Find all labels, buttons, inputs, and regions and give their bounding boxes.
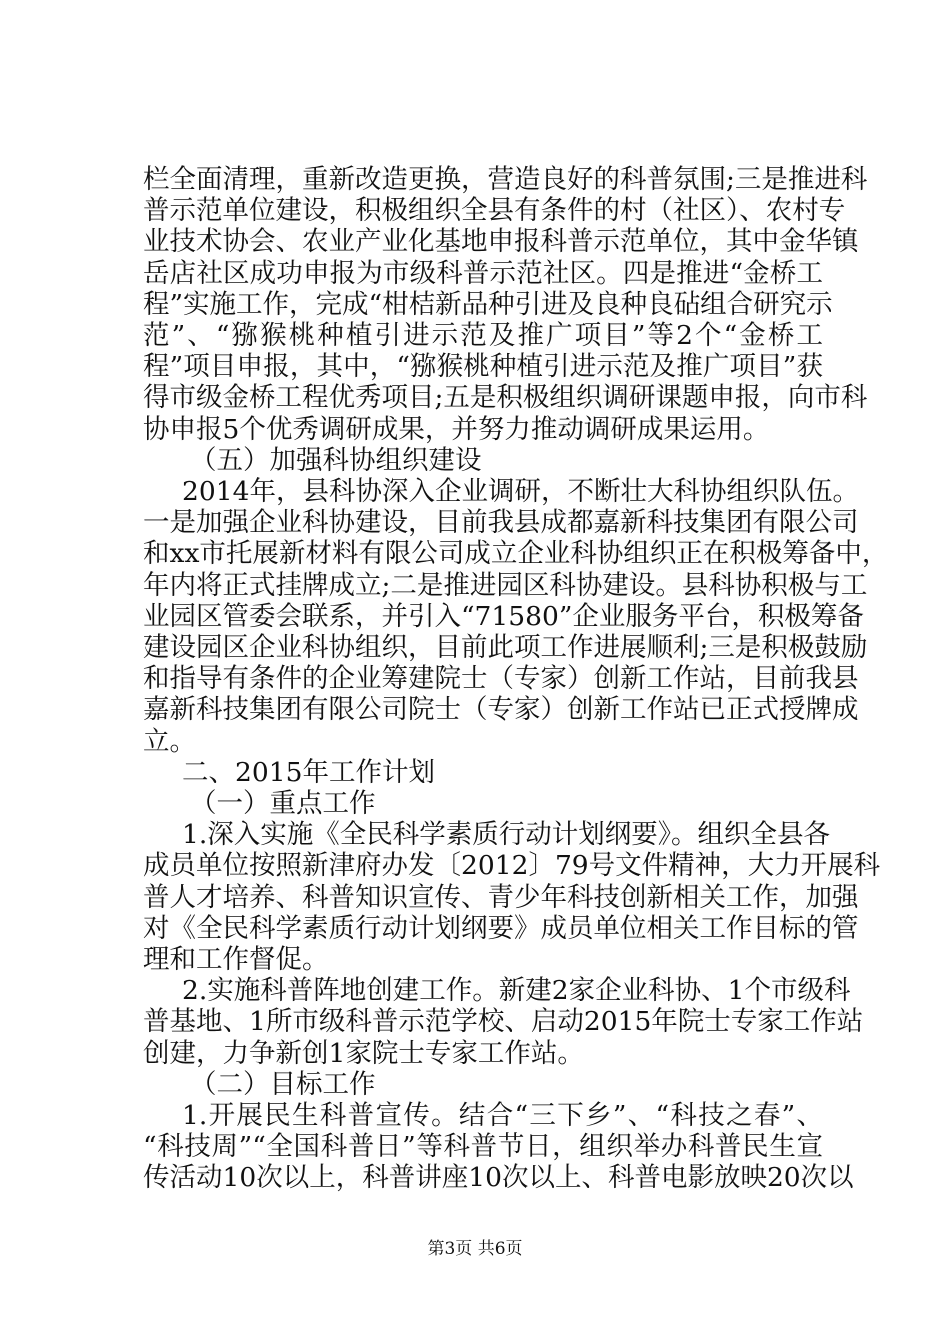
text-line: 程”实施工作，完成“柑桔新品种引进及良种良砧组合研究示 — [143, 288, 833, 320]
text-line: 程”项目申报，其中，“猕猴桃种植引进示范及推广项目”获 — [143, 351, 823, 383]
text-line: 创建，力争新创1家院士专家工作站。 — [143, 1037, 584, 1069]
subsection-heading: （二）目标工作 — [190, 1068, 376, 1100]
page-number-footer: 第3页 共6页 — [427, 1239, 523, 1259]
text-line: 2.实施科普阵地创建工作。新建2家企业科协、1个市级科 — [182, 975, 851, 1007]
text-line: 协申报5个优秀调研成果，并努力推动调研成果运用。 — [143, 413, 770, 445]
text-line: 岳店社区成功申报为市级科普示范社区。四是推进“金桥工 — [143, 257, 823, 289]
text-line: 一是加强企业科协建设，目前我县成都嘉新科技集团有限公司 — [143, 507, 859, 539]
text-line: 普人才培养、科普知识宣传、青少年科技创新相关工作，加强 — [143, 881, 859, 913]
text-line: 栏全面清理，重新改造更换，营造良好的科普氛围;三是推进科 — [143, 164, 868, 195]
text-line: 建设园区企业科协组织，目前此项工作进展顺利;三是积极鼓励 — [143, 632, 868, 663]
text-line: 和xx市托展新材料有限公司成立企业科协组织正在积极筹备中， — [143, 538, 889, 570]
text-line: 理和工作督促。 — [143, 944, 329, 975]
text-line: 对《全民科学素质行动计划纲要》成员单位相关工作目标的管 — [143, 912, 859, 944]
text-line: 业技术协会、农业产业化基地申报科普示范单位，其中金华镇 — [143, 226, 859, 258]
section-heading: （五）加强科协组织建设 — [190, 444, 482, 476]
section-heading: 二、2015年工作计划 — [182, 756, 435, 788]
subsection-heading: （一）重点工作 — [190, 788, 376, 819]
text-line: 立。 — [143, 725, 196, 757]
text-line: 普基地、1所市级科普示范学校、启动2015年院士专家工作站 — [143, 1006, 864, 1038]
text-line: 嘉新科技集团有限公司院士（专家）创新工作站已正式授牌成 — [143, 694, 859, 726]
text-line: 1.深入实施《全民科学素质行动计划纲要》。组织全县各 — [182, 819, 831, 851]
text-line: 业园区管委会联系，并引入“71580”企业服务平台，积极筹备 — [143, 600, 864, 632]
text-line: 年内将正式挂牌成立;二是推进园区科协建设。县科协积极与工 — [143, 569, 868, 601]
text-line: 成员单位按照新津府办发〔2012〕79号文件精神，大力开展科 — [143, 850, 881, 882]
text-line: 2014年，县科协深入企业调研，不断壮大科协组织队伍。 — [182, 476, 859, 507]
text-line: 范”、“猕猴桃种植引进示范及推广项目”等2个“金桥工 — [143, 320, 823, 351]
text-line: 得市级金桥工程优秀项目;五是积极组织调研课题申报，向市科 — [143, 382, 868, 414]
text-line: 普示范单位建设，积极组织全县有条件的村（社区）、农村专 — [143, 195, 846, 227]
text-line: 1.开展民生科普宣传。结合“三下乡”、“科技之春”、 — [182, 1100, 823, 1131]
text-line: “科技周”“全国科普日”等科普节日，组织举办科普民生宣 — [143, 1131, 823, 1163]
text-line: 和指导有条件的企业筹建院士（专家）创新工作站，目前我县 — [143, 663, 859, 695]
text-line: 传活动10次以上，科普讲座10次以上、科普电影放映20次以 — [143, 1162, 854, 1194]
